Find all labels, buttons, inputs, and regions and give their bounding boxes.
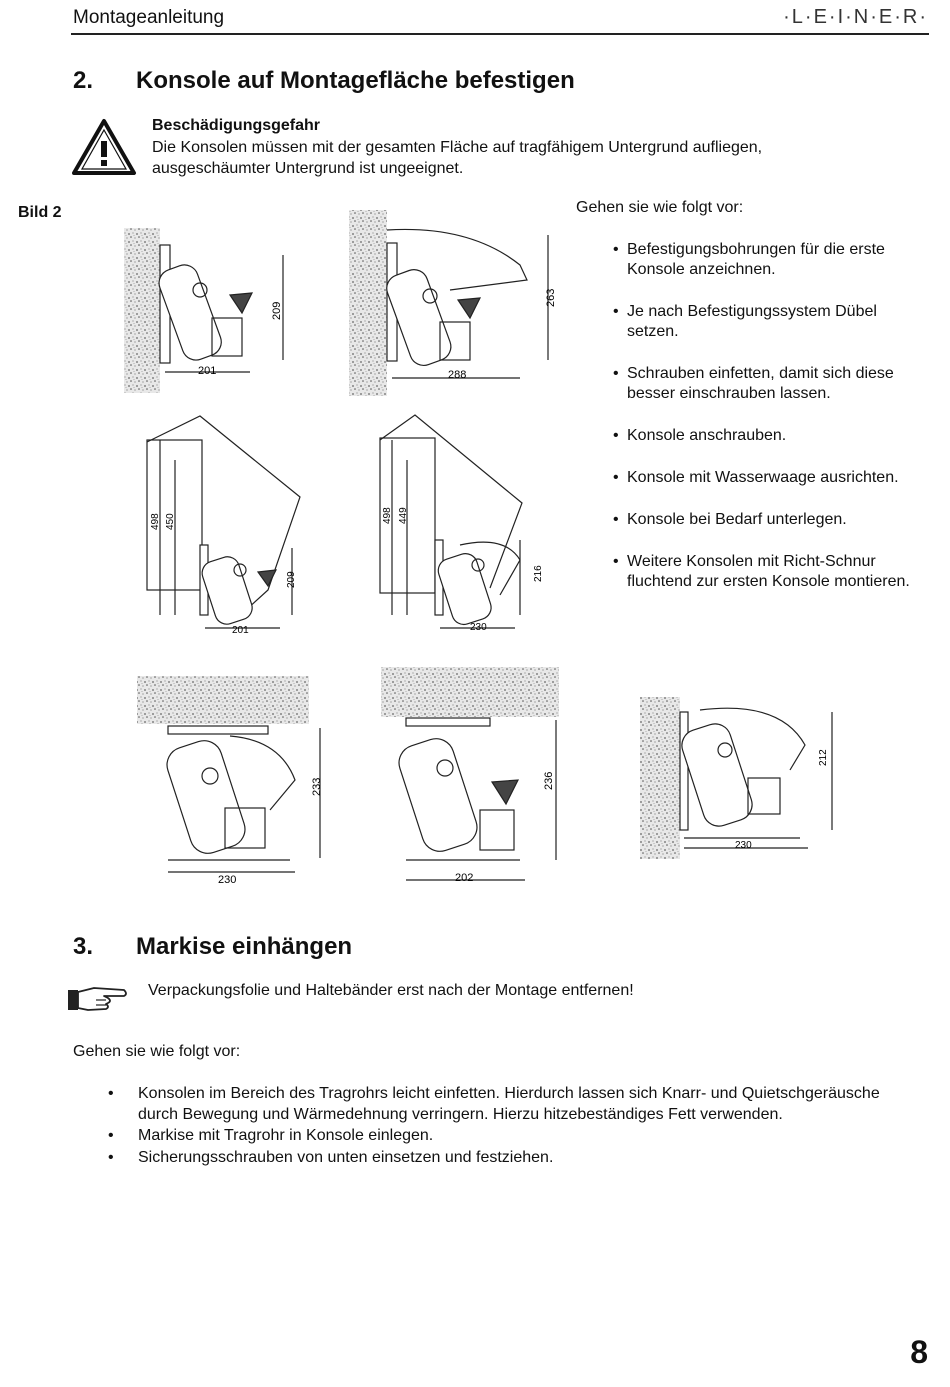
page-number: 8 — [910, 1334, 928, 1370]
drawing-7 — [640, 697, 832, 859]
list-item: • Markise mit Tragrohr in Konsole einlegen. — [108, 1126, 918, 1147]
drawing-6 — [381, 667, 559, 880]
section-2-number: 2. — [73, 67, 94, 94]
brand-logo: ·L·E·I·N·E·R· — [783, 6, 928, 28]
note-text: Verpackungsfolie und Haltebänder erst nach der Montage entfernen! — [148, 982, 634, 999]
dim-label: 230 — [218, 874, 237, 886]
dim-label: 498 — [382, 507, 393, 524]
warning-text: Die Konsolen müssen mit der gesamten Fläche auf tragfähigem Untergrund aufliegen, ausgeschäumter Untergrund ist ungeeignet. — [152, 139, 763, 177]
dim-label: 209 — [271, 301, 283, 320]
figure-label: Bild 2 — [18, 204, 62, 221]
dim-label: 230 — [470, 622, 487, 633]
dim-label: 449 — [398, 507, 409, 524]
dim-label: 201 — [198, 365, 217, 377]
drawing-5 — [137, 676, 320, 872]
dim-label: 288 — [448, 369, 467, 381]
list-item: • Konsole bei Bedarf unterlegen. — [612, 510, 932, 530]
section-3-intro: Gehen sie wie folgt vor: — [73, 1043, 241, 1060]
list-item: • Weitere Konsolen mit Richt-Schnur fluchtend zur ersten Konsole montieren. — [612, 552, 932, 592]
section-2-intro: Gehen sie wie folgt vor: — [576, 199, 744, 216]
section-3-steps — [108, 1084, 918, 1169]
list-item: • Konsolen im Bereich des Tragrohrs leicht einfetten. Hierdurch lassen sich Knarr- und Quietschgeräusche durch Bewegung und Wärmedehnung verringern. Hierzu hitzebeständiges Fett verwenden. — [108, 1084, 918, 1125]
dim-label: 498 — [150, 513, 161, 530]
list-item: • Konsole mit Wasserwaage ausrichten. — [612, 468, 932, 488]
pointing-hand-icon — [66, 982, 128, 1016]
dim-label: 212 — [818, 749, 829, 766]
section-2-title: Konsole auf Montagefläche befestigen — [136, 67, 575, 94]
dim-label: 233 — [311, 777, 323, 796]
dim-label: 201 — [232, 625, 249, 636]
warning-title: Beschädigungsgefahr — [152, 117, 321, 134]
list-item: • Befestigungsbohrungen für die erste Konsole anzeichnen. — [612, 240, 932, 280]
dim-label: 216 — [533, 565, 544, 582]
dim-label: 202 — [455, 872, 474, 884]
list-item: • Schrauben einfetten, damit sich diese besser einschrauben lassen. — [612, 364, 932, 404]
header-title: Montageanleitung — [73, 7, 225, 28]
list-item: • Konsole anschrauben. — [612, 426, 932, 446]
list-item: • Sicherungsschrauben von unten einsetzen und festziehen. — [108, 1148, 918, 1169]
dim-label: 263 — [545, 288, 557, 307]
section-3-title: Markise einhängen — [136, 933, 353, 960]
dim-label: 236 — [543, 771, 555, 790]
dim-label: 450 — [165, 513, 176, 530]
dim-label: 230 — [735, 840, 752, 851]
list-item: • Je nach Befestigungssystem Dübel setzen. — [612, 302, 932, 342]
dim-label: 209 — [286, 571, 297, 588]
section-3-number: 3. — [73, 933, 94, 960]
